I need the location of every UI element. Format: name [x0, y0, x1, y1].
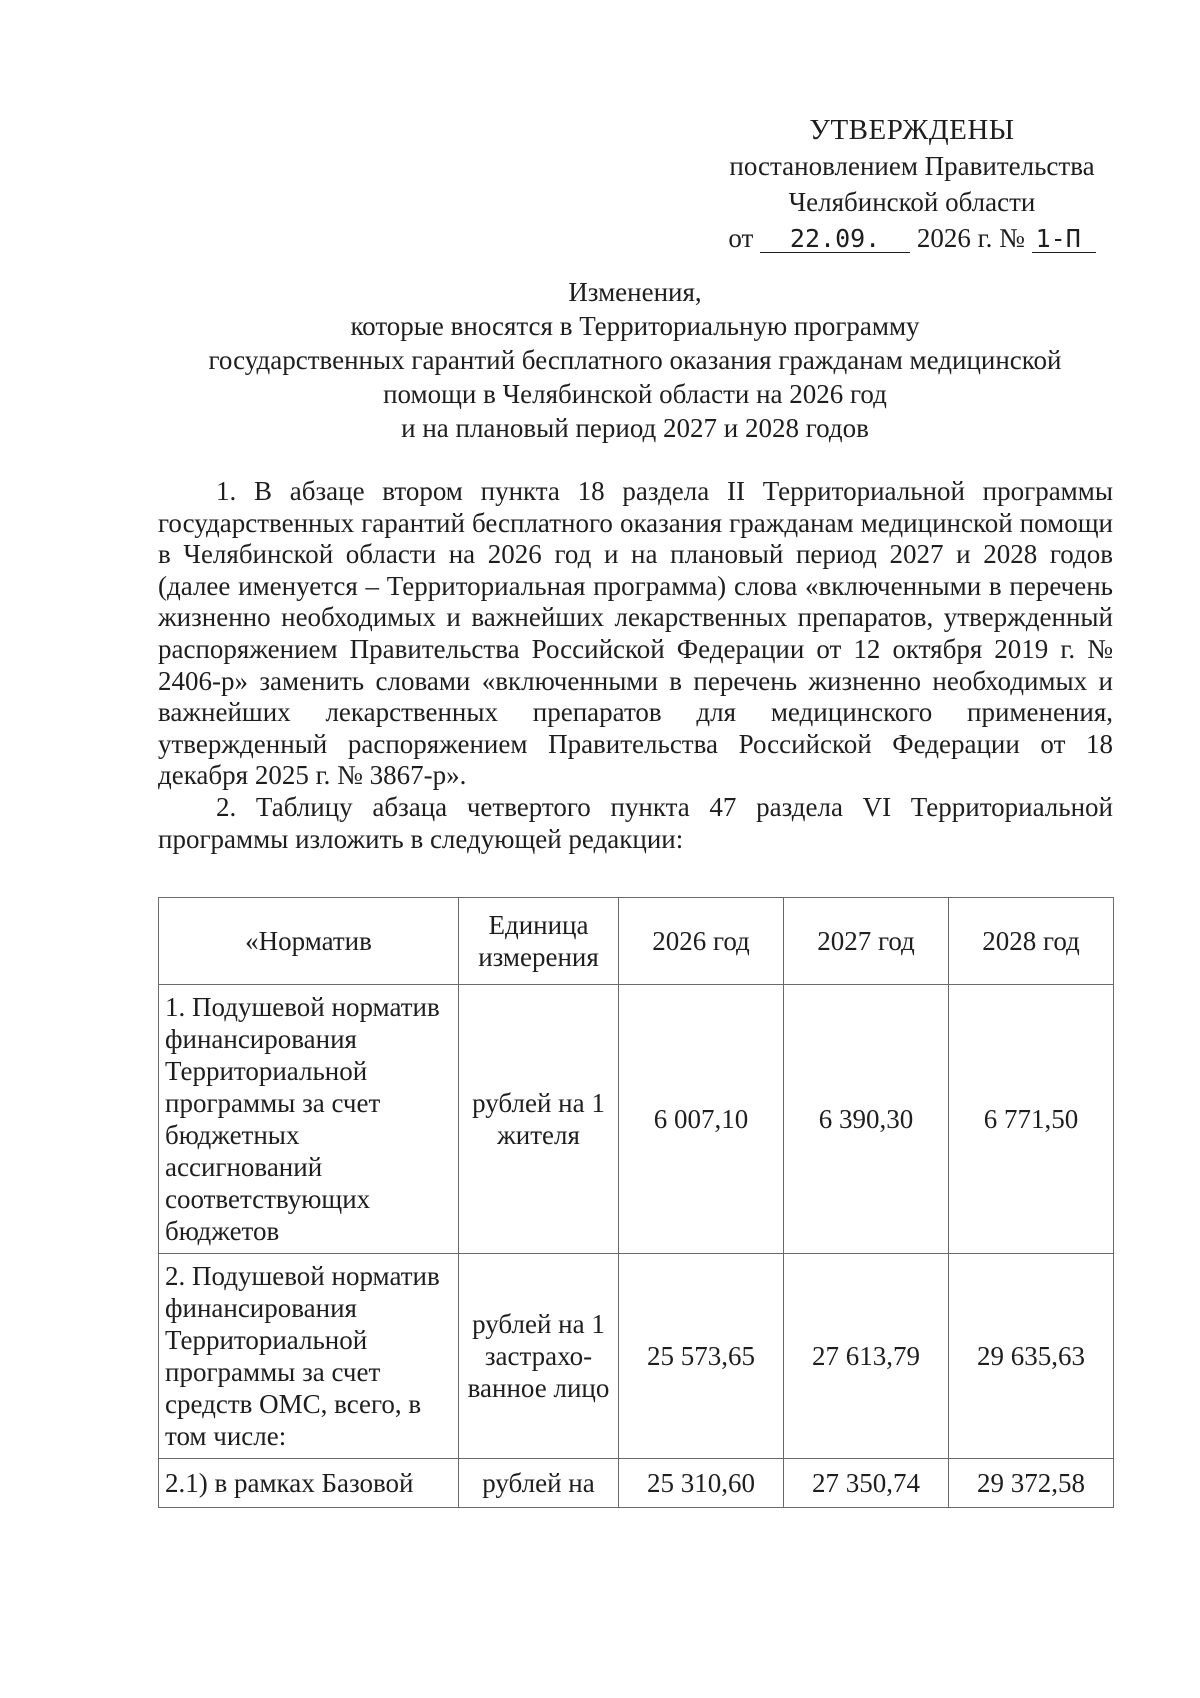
value-2026: 6 007,10: [619, 985, 784, 1254]
value-2026: 25 310,60: [619, 1459, 784, 1508]
table-row: [159, 1254, 1114, 1459]
heading-line-2: которые вносятся в Территориальную программу: [350, 311, 920, 341]
heading-line-5: и на плановый период 2027 и 2028 годов: [401, 413, 869, 443]
header-2026: 2026 год: [619, 898, 784, 985]
header-norm: «Норматив: [159, 898, 459, 985]
table-row: [159, 985, 1114, 1254]
paragraph-2: 2. Таблицу абзаца четвертого пункта 47 раздела VI Территориальной программы изложить в следующей редакции:: [158, 791, 1113, 854]
handwritten-number: 1-П: [1032, 226, 1096, 253]
from-label: от: [728, 223, 754, 253]
handwritten-date: 22.09.: [760, 226, 910, 253]
header-unit: Единица измерения: [459, 898, 619, 985]
table-row: [159, 1459, 1114, 1508]
norm-unit: рублей на: [459, 1459, 619, 1508]
value-2028: 6 771,50: [949, 985, 1114, 1254]
value-2027: 27 350,74: [784, 1459, 949, 1508]
heading-line-4: помощи в Челябинской области на 2026 год: [383, 379, 887, 409]
year-suffix: 2026 г. №: [916, 223, 1025, 253]
approval-title: УТВЕРЖДЕНЫ: [809, 114, 1015, 146]
norm-unit: рублей на 1 застрахо-ванное лицо: [459, 1254, 619, 1459]
norm-name: 1. Подушевой норматив финансирования Территориальной программы за счет бюджетных ассигнований соответствующих бюджетов: [159, 985, 459, 1254]
approval-line-1: постановлением Правительства: [729, 151, 1095, 181]
approval-line-2: Челябинской области: [788, 187, 1036, 217]
paragraph-1: 1. В абзаце втором пункта 18 раздела II Территориальной программы государственных гарантий бесплатного оказания гражданам медицинской помощи в Челябинской области на 2026 год и на плановый период 2027 и 2028 годов (далее именуется – Территориальная программа) слова «включенными в перечень жизненно необходимых и важнейших лекарственных препаратов, утвержденный распоряжением Правительства Российской Федерации от 12 октября 2019 г. № 2406-р» заменить словами «включенными в перечень жизненно необходимых и важнейших лекарственных препаратов для медицинского применения, утвержденный распоряжением Правительства Российской Федерации от 18 декабря 2025 г. № 3867-р».: [158, 476, 1113, 791]
value-2026: 25 573,65: [619, 1254, 784, 1459]
value-2028: 29 372,58: [949, 1459, 1114, 1508]
heading-line-1: Изменения,: [568, 277, 702, 307]
table-header-row: [159, 898, 1114, 985]
value-2028: 29 635,63: [949, 1254, 1114, 1459]
header-2027: 2027 год: [784, 898, 949, 985]
document-body: [158, 476, 1113, 855]
document-heading: [155, 275, 1115, 445]
approval-stamp: [712, 112, 1112, 256]
norm-unit: рублей на 1 жителя: [459, 985, 619, 1254]
header-2028: 2028 год: [949, 898, 1114, 985]
financing-norms-table: [158, 897, 1114, 1508]
value-2027: 27 613,79: [784, 1254, 949, 1459]
norm-name: 2. Подушевой норматив финансирования Территориальной программы за счет средств ОМС, всего, в том числе:: [159, 1254, 459, 1459]
approval-date-line: [712, 220, 1112, 256]
value-2027: 6 390,30: [784, 985, 949, 1254]
norm-name: 2.1) в рамках Базовой: [159, 1459, 459, 1508]
heading-line-3: государственных гарантий бесплатного оказания гражданам медицинской: [208, 345, 1062, 375]
